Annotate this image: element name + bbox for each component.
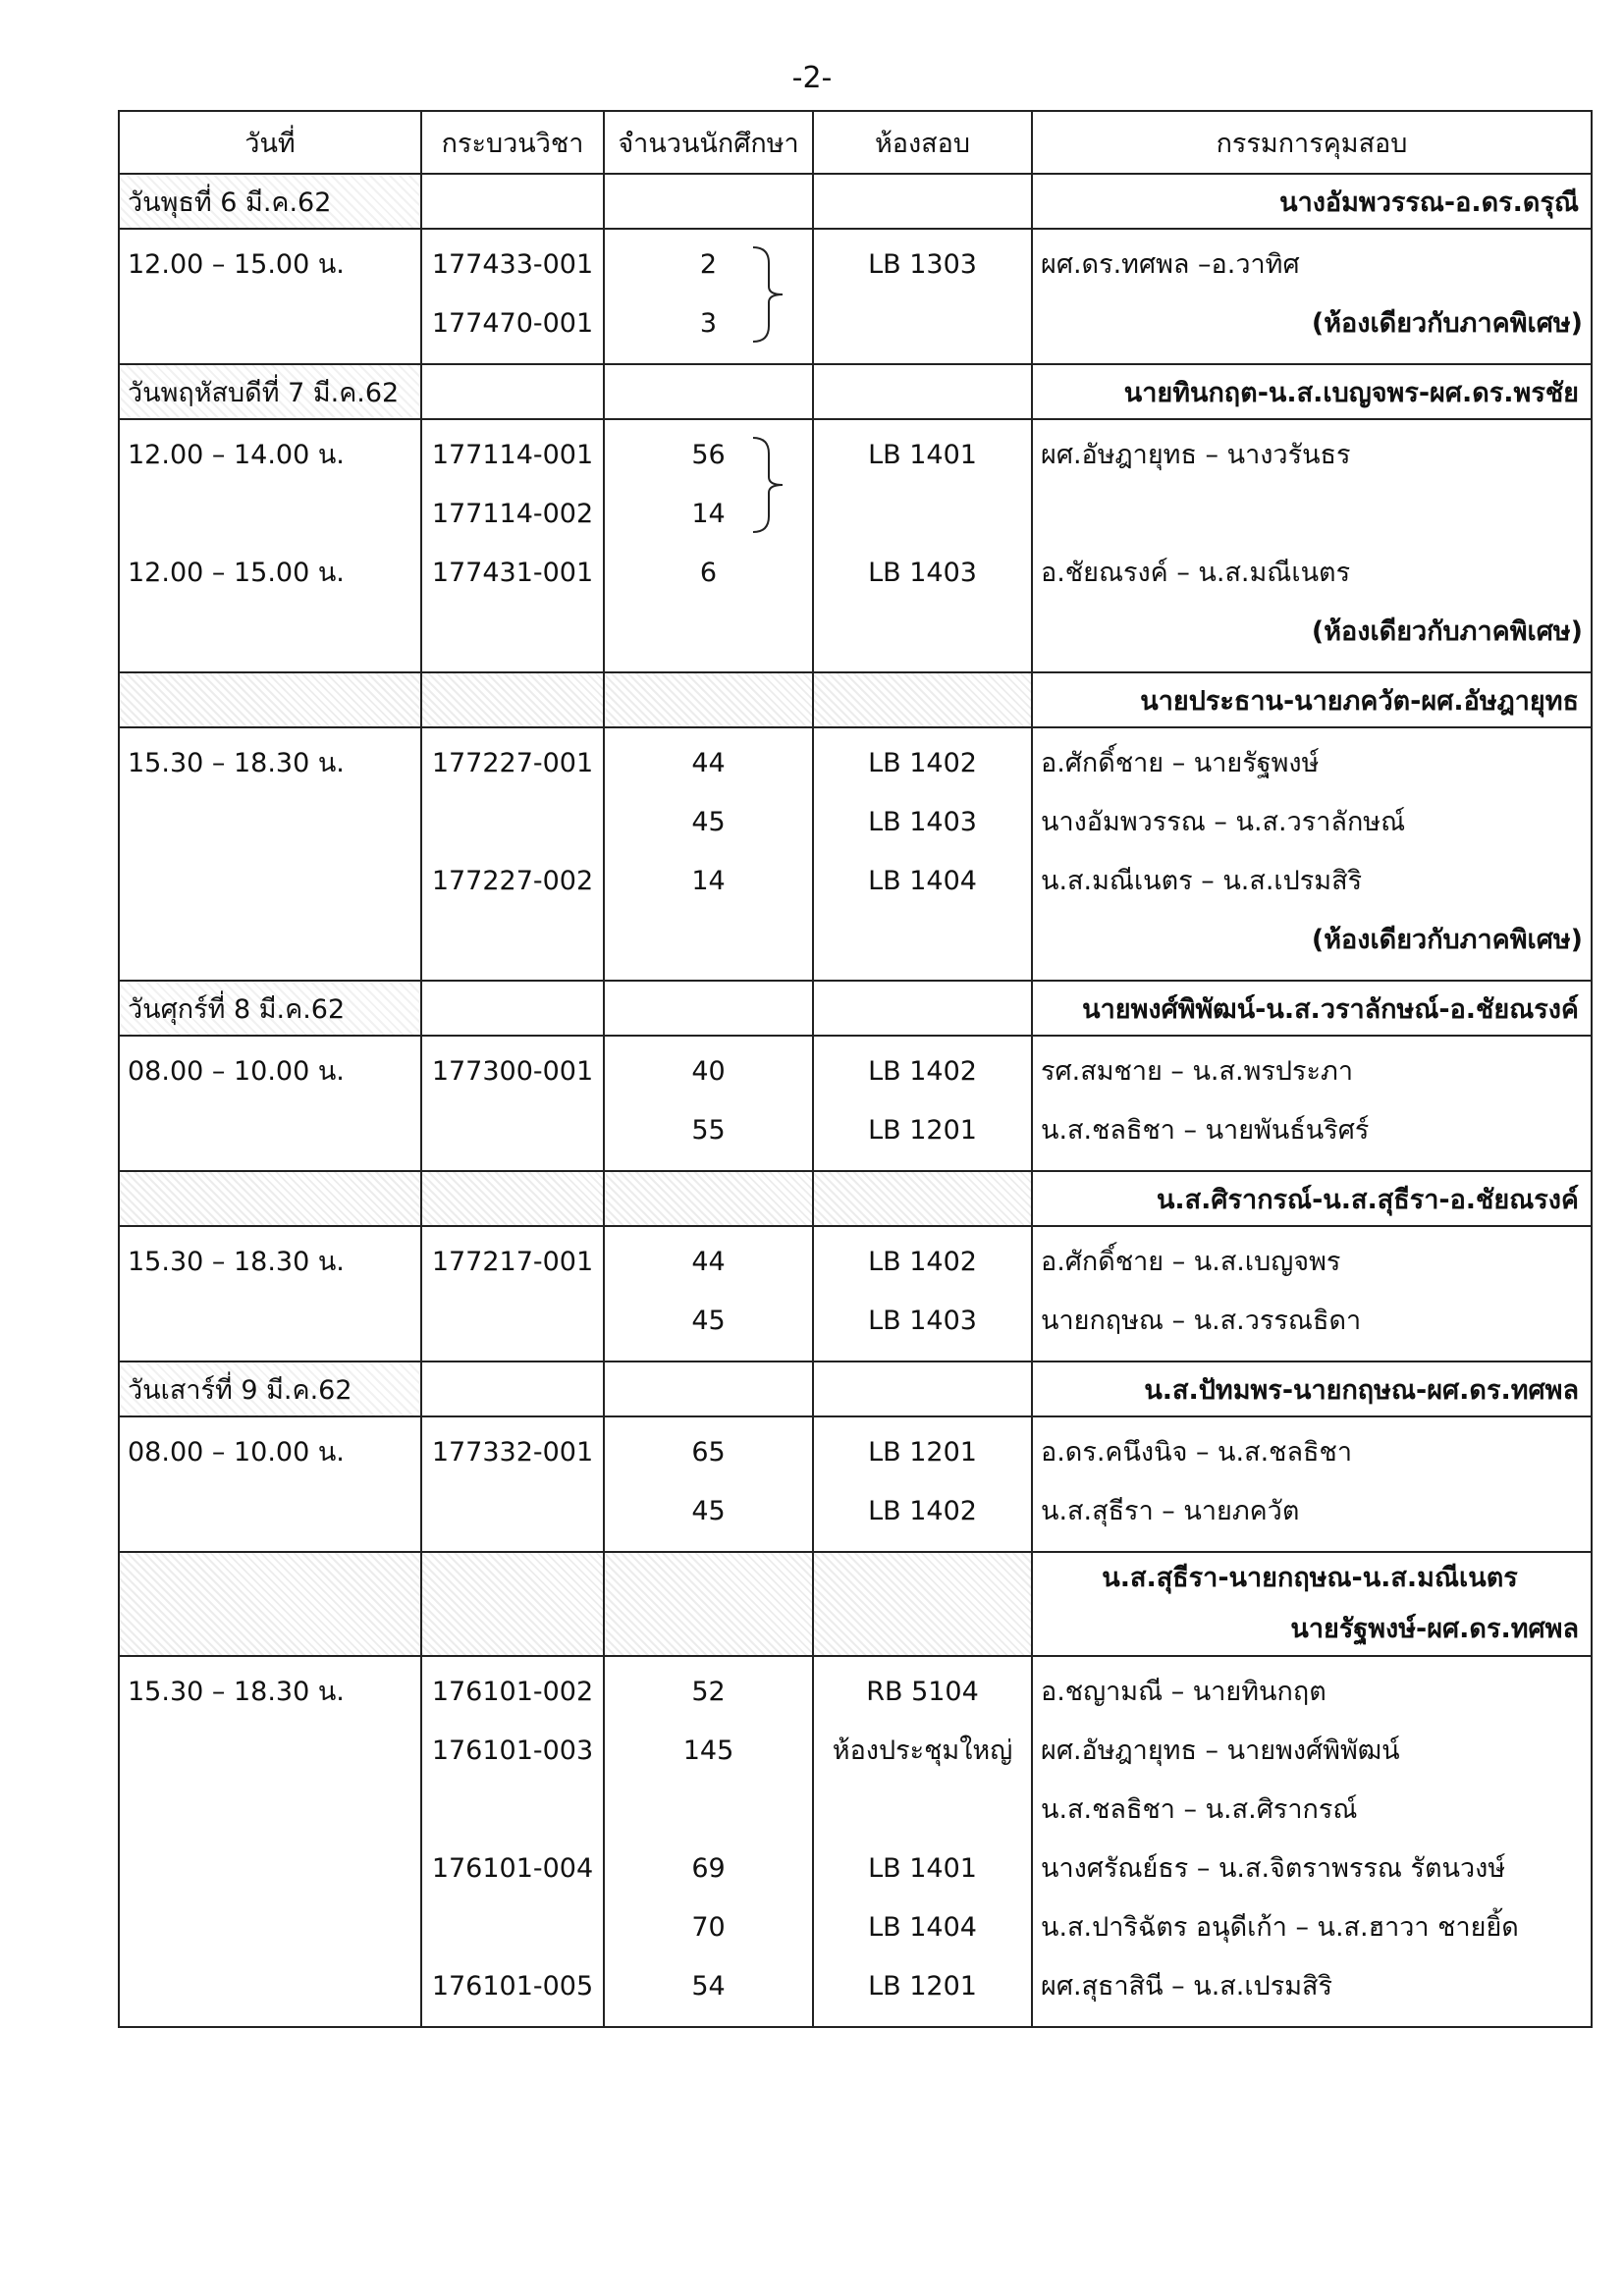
- committee-cell: [1032, 1362, 1592, 1416]
- student-count: 6: [699, 558, 718, 588]
- student-count: 55: [691, 1115, 726, 1146]
- committee-cell: [1032, 174, 1592, 229]
- course-code: 176101-004: [431, 1853, 594, 1884]
- student-count-cell: [604, 1656, 813, 2027]
- proctor-names: น.ส.ชลธิชา – นายพันธ์นริศร์: [1041, 1115, 1370, 1146]
- committee-cell: [1032, 364, 1592, 419]
- page-number: -2-: [791, 61, 833, 95]
- exam-room: LB 1403: [868, 1306, 977, 1336]
- student-count-cell: [604, 229, 813, 364]
- band-cell: [813, 1552, 1032, 1656]
- day-body-row: [119, 419, 1592, 672]
- day-body-row: [119, 1036, 1592, 1171]
- day-body-row: [119, 727, 1592, 981]
- exam-time: [128, 1101, 412, 1160]
- course-code: [430, 793, 595, 852]
- day-label: วันพุธที่ 6 มี.ค.62: [119, 174, 421, 229]
- proctor-names-cell: [1032, 1656, 1592, 2027]
- proctor-names: อ.ชญามณี – นายทินกฤต: [1041, 1677, 1326, 1707]
- exam-time: 12.00 – 14.00 น.: [128, 440, 345, 470]
- header-room: ห้องสอบ: [813, 111, 1032, 174]
- band-cell: [421, 1362, 604, 1416]
- committee-name: น.ส.ศิรากรณ์-น.ส.สุธีรา-อ.ชัยณรงค์: [1156, 1184, 1579, 1215]
- exam-time-cell: [119, 229, 421, 364]
- committee-cell: [1032, 981, 1592, 1036]
- exam-room: LB 1303: [868, 249, 977, 280]
- exam-room: LB 1404: [868, 866, 977, 896]
- header-course: กระบวนวิชา: [421, 111, 604, 174]
- table-body: [119, 174, 1592, 2027]
- course-code-cell: [421, 419, 604, 672]
- exam-schedule-table: [118, 110, 1593, 2028]
- day-label: วันศุกร์ที่ 8 มี.ค.62: [119, 981, 421, 1036]
- proctor-names: นายกฤษณ – น.ส.วรรณธิดา: [1041, 1306, 1362, 1336]
- course-code: 177470-001: [431, 308, 594, 339]
- proctor-names: ผศ.อัษฎายุทธ – นายพงศ์พิพัฒน์: [1041, 1735, 1400, 1766]
- day-label: [119, 672, 421, 727]
- day-header-row: [119, 672, 1592, 727]
- course-code: [430, 1898, 595, 1957]
- student-count: 69: [691, 1853, 726, 1884]
- course-code-cell: [421, 727, 604, 981]
- course-code: 176101-003: [431, 1735, 594, 1766]
- course-code-cell: [421, 1036, 604, 1171]
- student-count: 45: [691, 1496, 726, 1526]
- course-code: [430, 911, 595, 970]
- exam-room: LB 1402: [868, 1056, 977, 1087]
- student-count-cell: [604, 1226, 813, 1362]
- band-cell: [813, 1362, 1032, 1416]
- proctor-names: (ห้องเดียวกับภาคพิเศษ): [1311, 925, 1583, 955]
- exam-room: [822, 294, 1023, 353]
- committee-cell: [1032, 1171, 1592, 1226]
- proctor-names: ผศ.อัษฎายุทธ – นางวรันธร: [1041, 440, 1351, 470]
- student-count-cell: [604, 1416, 813, 1552]
- course-code-cell: [421, 1656, 604, 2027]
- band-cell: [421, 1552, 604, 1656]
- band-cell: [813, 364, 1032, 419]
- exam-time: 15.30 – 18.30 น.: [128, 1247, 345, 1277]
- committee-name: นายประธาน-นายภควัต-ผศ.อัษฎายุทธ: [1140, 685, 1579, 717]
- exam-time: [128, 1292, 412, 1351]
- exam-time: [128, 1957, 412, 2016]
- day-header-row: [119, 1552, 1592, 1656]
- day-label: [119, 1171, 421, 1226]
- exam-room: [822, 1781, 1023, 1840]
- student-count-cell: [604, 419, 813, 672]
- grouping-brace-icon: [751, 243, 785, 346]
- course-code: 177431-001: [431, 558, 594, 588]
- exam-room-cell: [813, 229, 1032, 364]
- course-code: [430, 1482, 595, 1541]
- band-cell: [421, 981, 604, 1036]
- student-count: 70: [691, 1912, 726, 1943]
- exam-time-cell: [119, 1226, 421, 1362]
- exam-time: 08.00 – 10.00 น.: [128, 1056, 345, 1087]
- exam-time: [128, 911, 412, 970]
- proctor-names-cell: [1032, 727, 1592, 981]
- student-count: [613, 911, 804, 970]
- proctor-names: อ.ชัยณรงค์ – น.ส.มณีเนตร: [1041, 558, 1351, 588]
- course-code: 176101-002: [431, 1677, 594, 1707]
- proctor-names: อ.ดร.คนึงนิจ – น.ส.ชลธิชา: [1041, 1437, 1352, 1468]
- day-body-row: [119, 1226, 1592, 1362]
- course-code: [430, 1292, 595, 1351]
- exam-time-cell: [119, 1416, 421, 1552]
- proctor-names: อ.ศักดิ์ชาย – น.ส.เบญจพร: [1041, 1247, 1341, 1277]
- course-code: 177217-001: [431, 1247, 594, 1277]
- proctor-names-cell: [1032, 1226, 1592, 1362]
- proctor-names: นางอัมพวรรณ – น.ส.วราลักษณ์: [1041, 807, 1406, 837]
- course-code-cell: [421, 229, 604, 364]
- course-code: 177114-002: [431, 499, 594, 529]
- student-count-cell: [604, 1036, 813, 1171]
- exam-room: LB 1401: [868, 1853, 977, 1884]
- course-code-cell: [421, 1226, 604, 1362]
- student-count: 44: [691, 1247, 726, 1277]
- student-count: [613, 603, 804, 662]
- exam-room: LB 1402: [868, 1496, 977, 1526]
- proctor-names: ผศ.ดร.ทศพล –อ.วาทิศ: [1041, 249, 1300, 280]
- exam-room-cell: [813, 419, 1032, 672]
- course-code: [430, 1101, 595, 1160]
- band-cell: [604, 364, 813, 419]
- exam-time-cell: [119, 1036, 421, 1171]
- band-cell: [813, 1171, 1032, 1226]
- course-code: 177227-001: [431, 748, 594, 778]
- exam-room: [822, 911, 1023, 970]
- committee-name: นายพงศ์พิพัฒน์-น.ส.วราลักษณ์-อ.ชัยณรงค์: [1082, 993, 1579, 1025]
- exam-time: [128, 793, 412, 852]
- exam-room: RB 5104: [866, 1677, 979, 1707]
- band-cell: [421, 1171, 604, 1226]
- exam-time-cell: [119, 727, 421, 981]
- proctor-names: น.ส.ปาริฉัตร อนุดีเก้า – น.ส.ฮาวา ชายยิ้ด: [1041, 1912, 1519, 1943]
- exam-time: [128, 1722, 412, 1781]
- student-count: 2: [699, 249, 718, 280]
- exam-room: ห้องประชุมใหญ่: [832, 1735, 1013, 1766]
- day-label: [119, 1552, 421, 1656]
- course-code: 177433-001: [431, 249, 594, 280]
- student-count: 52: [691, 1677, 726, 1707]
- table-header-row: [119, 111, 1592, 174]
- student-count: 45: [691, 807, 726, 837]
- grouping-brace-icon: [751, 434, 785, 536]
- day-header-row: [119, 364, 1592, 419]
- band-cell: [421, 364, 604, 419]
- proctor-names-cell: [1032, 419, 1592, 672]
- proctor-names-cell: [1032, 1036, 1592, 1171]
- header-date: วันที่: [119, 111, 421, 174]
- exam-room: [822, 485, 1023, 544]
- student-count: 145: [682, 1735, 734, 1766]
- band-cell: [604, 1362, 813, 1416]
- student-count: 14: [691, 866, 726, 896]
- course-code-cell: [421, 1416, 604, 1552]
- course-code: 177332-001: [431, 1437, 594, 1468]
- day-header-row: [119, 1362, 1592, 1416]
- student-count: [613, 1781, 804, 1840]
- exam-room-cell: [813, 1226, 1032, 1362]
- student-count: 56: [691, 440, 726, 470]
- exam-room: LB 1402: [868, 748, 977, 778]
- exam-room-cell: [813, 1036, 1032, 1171]
- header-proctors: กรรมการคุมสอบ: [1032, 111, 1592, 174]
- committee-cell: [1032, 672, 1592, 727]
- proctor-names: รศ.สมชาย – น.ส.พรประภา: [1041, 1056, 1353, 1087]
- exam-time: [128, 852, 412, 911]
- proctor-names: [1041, 485, 1583, 544]
- student-count: 54: [691, 1971, 726, 2002]
- exam-room: LB 1403: [868, 807, 977, 837]
- band-cell: [604, 1171, 813, 1226]
- day-label: วันพฤหัสบดีที่ 7 มี.ค.62: [119, 364, 421, 419]
- student-count: 45: [691, 1306, 726, 1336]
- band-cell: [813, 174, 1032, 229]
- exam-room-cell: [813, 727, 1032, 981]
- band-cell: [604, 672, 813, 727]
- band-cell: [604, 174, 813, 229]
- proctor-names: นางศรัณย์ธร – น.ส.จิตราพรรณ รัตนวงษ์: [1041, 1853, 1506, 1884]
- course-code: [430, 603, 595, 662]
- student-count: 65: [691, 1437, 726, 1468]
- proctor-names-cell: [1032, 229, 1592, 364]
- exam-room: [822, 603, 1023, 662]
- exam-room-cell: [813, 1416, 1032, 1552]
- proctor-names: น.ส.มณีเนตร – น.ส.เปรมสิริ: [1041, 866, 1363, 896]
- exam-time: 15.30 – 18.30 น.: [128, 748, 345, 778]
- exam-time: [128, 1781, 412, 1840]
- proctor-names: (ห้องเดียวกับภาคพิเศษ): [1311, 308, 1583, 339]
- exam-room: LB 1401: [868, 440, 977, 470]
- exam-time: [128, 1482, 412, 1541]
- course-code: 177300-001: [431, 1056, 594, 1087]
- exam-room: LB 1402: [868, 1247, 977, 1277]
- exam-room-cell: [813, 1656, 1032, 2027]
- header-students: จำนวนนักศึกษา: [604, 111, 813, 174]
- day-header-row: [119, 174, 1592, 229]
- exam-time-cell: [119, 1656, 421, 2027]
- proctor-names: น.ส.สุธีรา – นายภควัต: [1041, 1496, 1300, 1526]
- band-cell: [604, 1552, 813, 1656]
- committee-name: นายทินกฤต-น.ส.เบญจพร-ผศ.ดร.พรชัย: [1123, 377, 1579, 408]
- student-count: 14: [691, 499, 726, 529]
- student-count: 44: [691, 748, 726, 778]
- band-cell: [604, 981, 813, 1036]
- day-body-row: [119, 1416, 1592, 1552]
- day-label: วันเสาร์ที่ 9 มี.ค.62: [119, 1362, 421, 1416]
- proctor-names: (ห้องเดียวกับภาคพิเศษ): [1311, 616, 1583, 647]
- course-code: [430, 1781, 595, 1840]
- course-code: 176101-005: [431, 1971, 594, 2002]
- band-cell: [421, 672, 604, 727]
- day-body-row: [119, 229, 1592, 364]
- exam-time-cell: [119, 419, 421, 672]
- committee-cell: [1032, 1552, 1592, 1656]
- committee-name: น.ส.สุธีรา-นายกฤษณ-น.ส.มณีเนตร: [1102, 1563, 1518, 1593]
- exam-room: LB 1404: [868, 1912, 977, 1943]
- day-header-row: [119, 1171, 1592, 1226]
- exam-time: [128, 603, 412, 662]
- student-count-cell: [604, 727, 813, 981]
- course-code: 177227-002: [431, 866, 594, 896]
- exam-time: [128, 485, 412, 544]
- exam-time: [128, 1898, 412, 1957]
- course-code: 177114-001: [431, 440, 594, 470]
- exam-time: 12.00 – 15.00 น.: [128, 558, 345, 588]
- exam-time: [128, 1840, 412, 1898]
- proctor-names-cell: [1032, 1416, 1592, 1552]
- committee-name: นางอัมพวรรณ-อ.ดร.ดรุณี: [1279, 187, 1579, 218]
- exam-time: 12.00 – 15.00 น.: [128, 249, 345, 280]
- band-cell: [421, 174, 604, 229]
- band-cell: [813, 672, 1032, 727]
- exam-time: 08.00 – 10.00 น.: [128, 1437, 345, 1468]
- exam-time: [128, 294, 412, 353]
- exam-room: LB 1201: [868, 1971, 977, 2002]
- day-header-row: [119, 981, 1592, 1036]
- proctor-names: น.ส.ชลธิชา – น.ส.ศิรากรณ์: [1041, 1794, 1358, 1825]
- exam-schedule-table-wrap: [118, 110, 1583, 2028]
- proctor-names: ผศ.สุธาสินี – น.ส.เปรมสิริ: [1041, 1971, 1333, 2002]
- student-count: 40: [691, 1056, 726, 1087]
- proctor-names: อ.ศักดิ์ชาย – นายรัฐพงษ์: [1041, 748, 1320, 778]
- day-body-row: [119, 1656, 1592, 2027]
- student-count: 3: [699, 308, 718, 339]
- exam-room: LB 1201: [868, 1115, 977, 1146]
- exam-room: LB 1403: [868, 558, 977, 588]
- committee-name: น.ส.ปัทมพร-นายกฤษณ-ผศ.ดร.ทศพล: [1144, 1374, 1579, 1406]
- committee-name: นายรัฐพงษ์-ผศ.ดร.ทศพล: [1290, 1614, 1579, 1644]
- band-cell: [813, 981, 1032, 1036]
- exam-room: LB 1201: [868, 1437, 977, 1468]
- exam-time: 15.30 – 18.30 น.: [128, 1677, 345, 1707]
